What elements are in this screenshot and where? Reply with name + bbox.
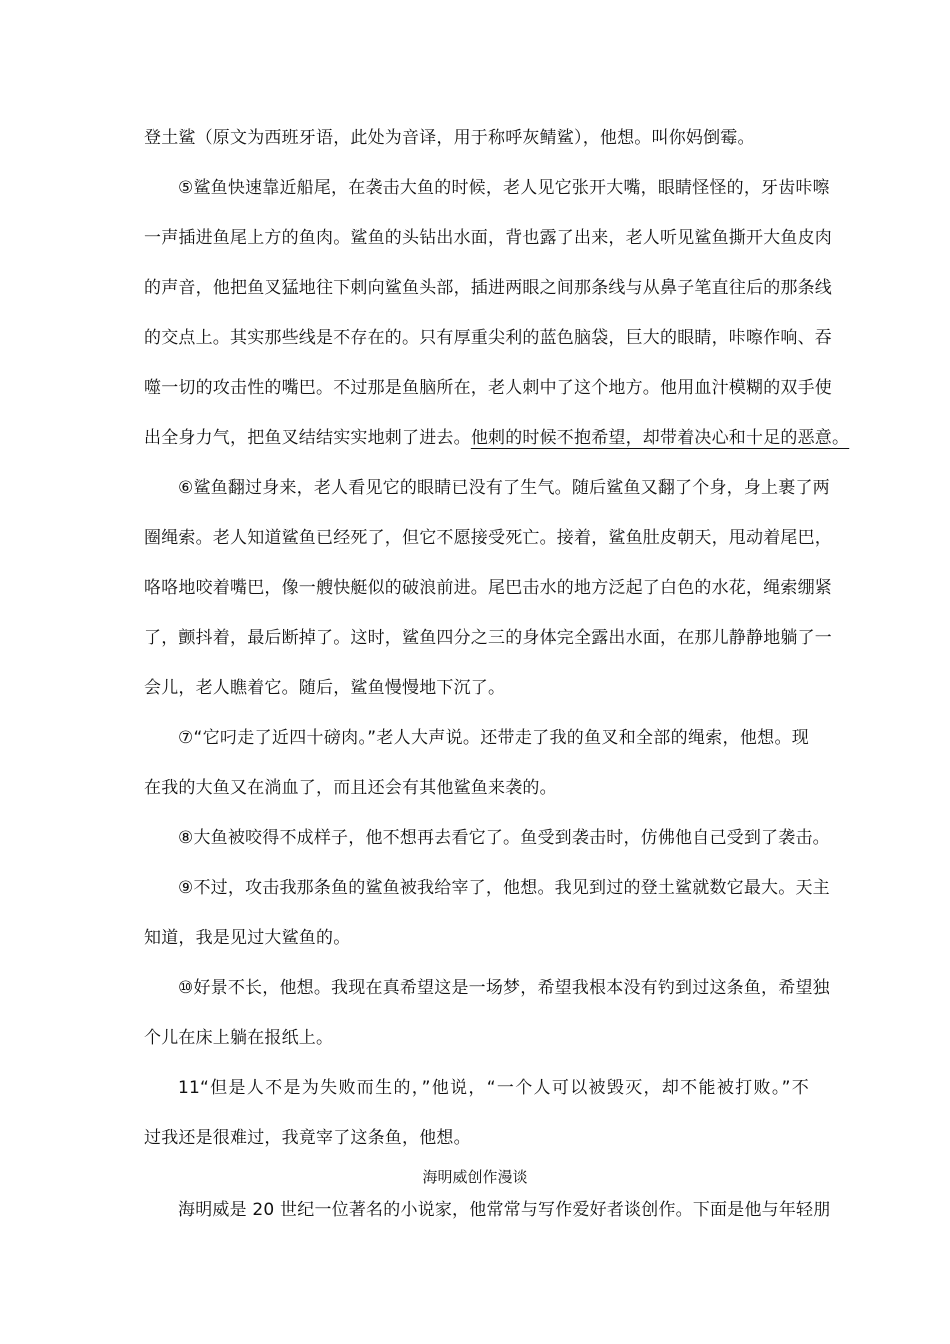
paragraph-line: 会儿，老人瞧着它。随后，鲨鱼慢慢地下沉了。 bbox=[144, 678, 506, 698]
paragraph-line: 圈绳索。老人知道鲨鱼已经死了，但它不愿接受死亡。接着，鲨鱼肚皮朝天，甩动着尾巴， bbox=[144, 528, 832, 548]
paragraph-line: 11“但是人不是为失败而生的，”他说，“一个人可以被毁灭，却不能被打败。”不 bbox=[178, 1078, 809, 1098]
paragraph-line: 知道，我是见过大鲨鱼的。 bbox=[144, 928, 351, 948]
paragraph-line: ⑤鲨鱼快速靠近船尾，在袭击大鱼的时候，老人见它张开大嘴，眼睛怪怪的，牙齿咔嚓 bbox=[178, 178, 830, 198]
paragraph-line: 海明威是 20 世纪一位著名的小说家，他常常与写作爱好者谈创作。下面是他与年轻朋 bbox=[178, 1200, 831, 1220]
paragraph-line: 一声插进鱼尾上方的鱼肉。鲨鱼的头钻出水面，背也露了出来，老人听见鲨鱼撕开大鱼皮肉 bbox=[144, 228, 832, 248]
paragraph-line: ⑧大鱼被咬得不成样子，他不想再去看它了。鱼受到袭击时，仿佛他自己受到了袭击。 bbox=[178, 828, 830, 848]
paragraph-line: 在我的大鱼又在淌血了，而且还会有其他鲨鱼来袭的。 bbox=[144, 778, 557, 798]
paragraph-line: ⑨不过，攻击我那条鱼的鲨鱼被我给宰了，他想。我见到过的登土鲨就数它最大。天主 bbox=[178, 878, 830, 898]
paragraph-line: 过我还是很难过，我竟宰了这条鱼，他想。 bbox=[144, 1128, 471, 1148]
plain-text: 出全身力气，把鱼叉结结实实地刺了进去。 bbox=[144, 428, 471, 448]
paragraph-line bbox=[144, 426, 850, 450]
paragraph-line: ⑦“它叼走了近四十磅肉。”老人大声说。还带走了我的鱼叉和全部的绳索，他想。现 bbox=[178, 728, 809, 748]
underlined-sentence: 他刺的时候不抱希望，却带着决心和十足的恶意。 bbox=[470, 428, 850, 448]
paragraph-line: 噬一切的攻击性的嘴巴。不过那是鱼脑所在，老人刺中了这个地方。他用血汁模糊的双手使 bbox=[144, 378, 832, 398]
paragraph-line: 了，颤抖着，最后断掉了。这时，鲨鱼四分之三的身体完全露出水面，在那儿静静地躺了一 bbox=[144, 628, 832, 648]
section-title: 海明威创作漫谈 bbox=[422, 1168, 528, 1186]
paragraph-line: 个儿在床上躺在报纸上。 bbox=[144, 1028, 334, 1048]
paragraph-line: 登土鲨（原文为西班牙语，此处为音译，用于称呼灰鲭鲨），他想。叫你妈倒霉。 bbox=[144, 128, 755, 148]
paragraph-line: 的交点上。其实那些线是不存在的。只有厚重尖利的蓝色脑袋，巨大的眼睛，咔嚓作响、吞 bbox=[144, 328, 832, 348]
paragraph-line: 咯咯地咬着嘴巴，像一艘快艇似的破浪前进。尾巴击水的地方泛起了白色的水花，绳索绷紧 bbox=[144, 578, 832, 598]
paragraph-line: ⑩好景不长，他想。我现在真希望这是一场梦，希望我根本没有钓到过这条鱼，希望独 bbox=[178, 978, 830, 998]
paragraph-line: 的声音，他把鱼叉猛地往下刺向鲨鱼头部，插进两眼之间那条线与从鼻子笔直往后的那条线 bbox=[144, 278, 832, 298]
paragraph-line: ⑥鲨鱼翻过身来，老人看见它的眼睛已没有了生气。随后鲨鱼又翻了个身，身上裹了两 bbox=[178, 478, 830, 498]
